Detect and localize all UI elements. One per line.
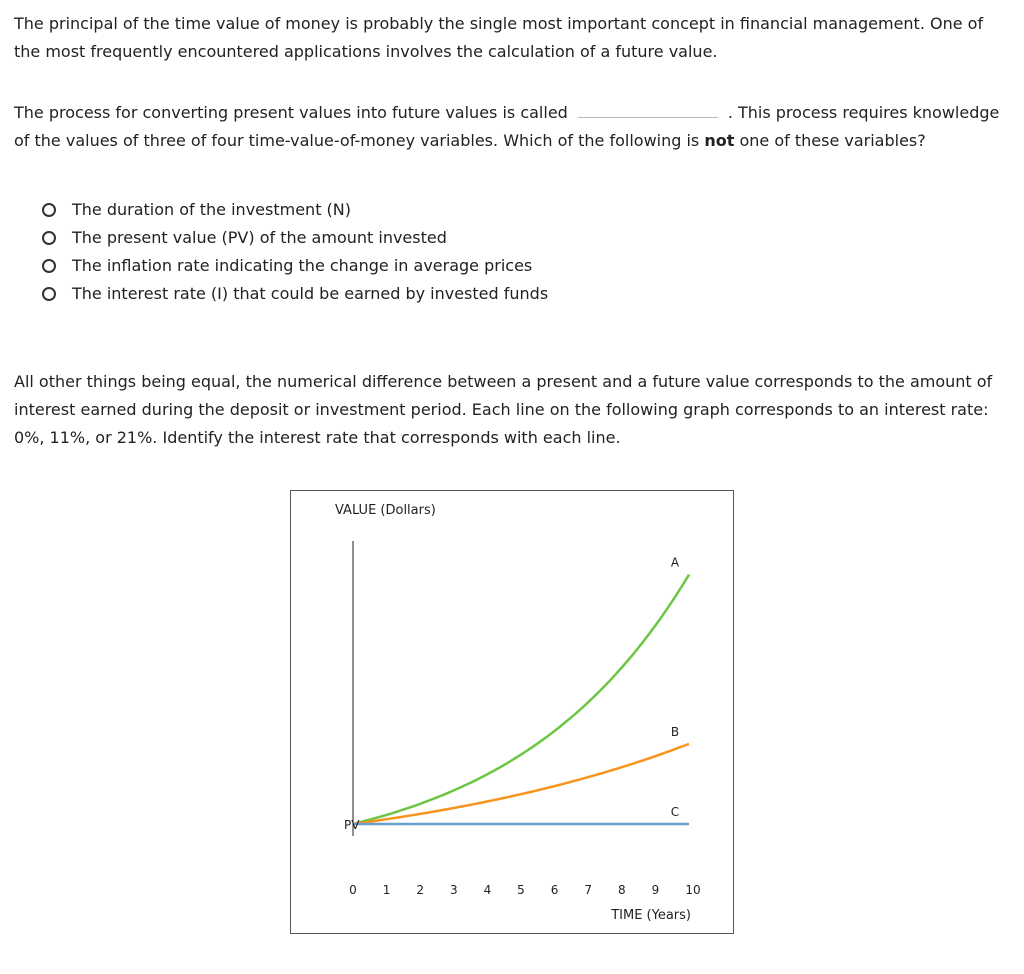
chart-svg bbox=[291, 491, 733, 933]
radio-button[interactable] bbox=[42, 231, 56, 245]
radio-button[interactable] bbox=[42, 203, 56, 217]
series-label-c: C bbox=[670, 805, 680, 819]
option-label: The inflation rate indicating the change in average prices bbox=[72, 256, 533, 275]
option-label: The duration of the investment (N) bbox=[72, 200, 351, 219]
option-label: The interest rate (I) that could be earned by invested funds bbox=[72, 284, 549, 303]
x-tick-label: 10 bbox=[685, 883, 701, 897]
x-axis-label: TIME (Years) bbox=[611, 908, 691, 923]
question1-part1: The process for converting present values into future values is called bbox=[14, 103, 568, 122]
question1-text bbox=[14, 99, 1014, 155]
y-axis-label: VALUE (Dollars) bbox=[335, 503, 436, 518]
x-tick-label: 0 bbox=[349, 883, 357, 897]
answer-blank-dropdown[interactable] bbox=[578, 103, 718, 118]
question1-part2: . This process requires knowledge of the values of three of four time-value-of-money variables. Which of the following is bbox=[14, 103, 1000, 150]
series-label-b: B bbox=[670, 724, 680, 739]
x-tick-label: 6 bbox=[550, 883, 559, 897]
question2-text: All other things being equal, the numerical difference between a present and a future value corresponds to the amount of interest earned during the deposit or investment period. Each line on the following graph corresponds to an interest rate: 0%, 11%, or 21%. Identify the interest rate that corresponds with each line. bbox=[14, 372, 993, 447]
option-duration[interactable] bbox=[40, 196, 548, 224]
x-tick-label: 5 bbox=[517, 883, 525, 897]
option-interest-rate[interactable] bbox=[40, 280, 548, 308]
x-tick-label: 7 bbox=[584, 883, 593, 897]
radio-button[interactable] bbox=[42, 287, 56, 301]
intro-paragraph: The principal of the time value of money is probably the single most important concept in financial management. One of the most frequently encountered applications involves the calculation of a future value. bbox=[14, 14, 984, 61]
x-tick-label: 4 bbox=[483, 883, 492, 897]
option-label: The present value (PV) of the amount invested bbox=[72, 228, 447, 247]
question1-bold-not: not bbox=[704, 131, 735, 150]
question1-part3: one of these variables? bbox=[734, 131, 926, 150]
x-tick-label: 1 bbox=[382, 883, 391, 897]
option-inflation-rate[interactable] bbox=[40, 252, 548, 280]
x-tick-label: 9 bbox=[651, 883, 660, 897]
x-tick-label: 3 bbox=[449, 883, 458, 897]
series-label-a: A bbox=[670, 555, 680, 570]
future-value-chart bbox=[290, 490, 734, 934]
pv-label: PV bbox=[344, 818, 360, 832]
radio-button[interactable] bbox=[42, 259, 56, 273]
option-present-value[interactable] bbox=[40, 224, 548, 252]
series-line-a bbox=[353, 575, 689, 824]
x-tick-label: 2 bbox=[416, 883, 425, 897]
x-tick-label: 8 bbox=[617, 883, 626, 897]
answer-options bbox=[40, 196, 548, 308]
